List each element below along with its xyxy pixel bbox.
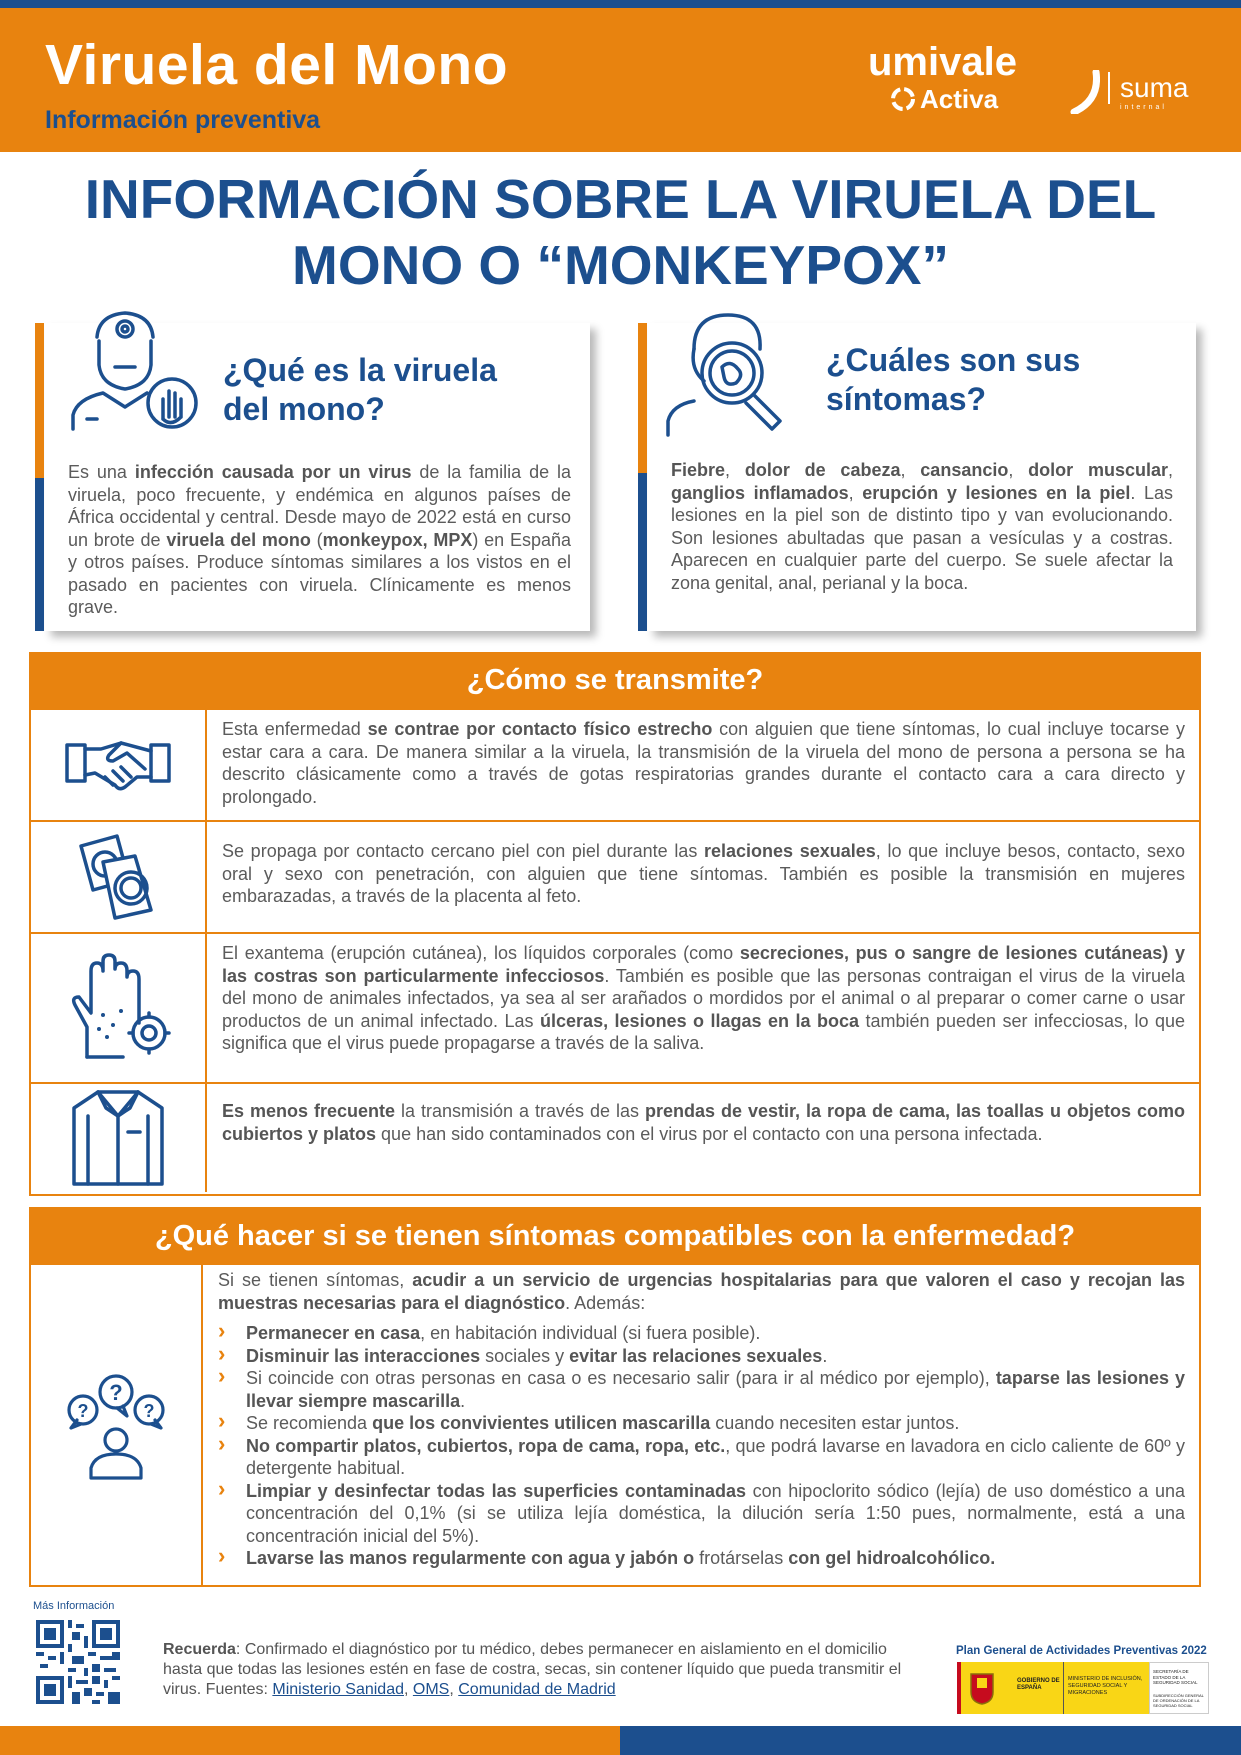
card-accent-orange — [35, 323, 44, 478]
document-subtitle: Información preventiva — [45, 106, 321, 134]
shirt-icon — [68, 1086, 168, 1190]
transmission-heading: ¿Cómo se transmite? — [31, 654, 1199, 708]
reminder-text: Recuerda: Confirmado el diagnóstico por tu médico, debes permanecer en aislamiento en el domicilio hasta que todas las lesiones estén en fase de costra, secas, sin contener líquido que pueda transmitir el virus. Fuentes: Ministerio Sanidad, OMS, Comunidad de Madrid — [163, 1641, 902, 1698]
svg-text:?: ? — [77, 1401, 89, 1421]
what-to-do-heading: ¿Qué hacer si se tienen síntomas compatibles con la enfermedad? — [31, 1209, 1199, 1263]
card-what-title-line1: ¿Qué es la viruela — [223, 352, 497, 388]
bottom-stripe — [0, 1726, 1241, 1755]
link-ministerio-sanidad[interactable]: Ministerio Sanidad — [272, 1681, 404, 1698]
link-comunidad-madrid[interactable]: Comunidad de Madrid — [458, 1681, 616, 1698]
transmission-text-1: Esta enfermedad se contrae por contacto físico estrecho con alguien que tiene síntomas, lo cual incluye tocarse y estar cara a cara. De manera similar a la viruela, la transmisión de la viruela del mono de persona a persona se ha descrito clásicamente como a través de gotas respiratorias grandes durante el contacto cara a cara directo y prolongado. — [222, 719, 1186, 807]
top-stripe — [0, 0, 1241, 8]
header-banner — [0, 8, 1241, 152]
transmission-row — [31, 708, 1199, 820]
transmission-row — [31, 932, 1199, 1082]
logo-activa-text: Activa — [920, 84, 999, 114]
list-item: › Permanecer en casa, en habitación individual (si fuera posible). — [218, 1322, 1185, 1345]
secretary-text: SECRETARÍA DE ESTADO DE LA SEGURIDAD SOCIAL — [1153, 1669, 1198, 1685]
link-oms[interactable]: OMS — [412, 1681, 450, 1698]
transmission-icon-cell — [31, 934, 207, 1082]
card-what-text: Es una infección causada por un virus de la familia de la viruela, poco frecuente, y endémica en algunos países de África occidental y central. Desde mayo de 2022 está en curso un brote de viruela del mono (monkeypox, MPX) en España y otros países. Produce síntomas similares a los vistos en el pasado en pacientes con viruela. Clínicamente es menos grave. — [68, 462, 571, 617]
logo-internal-text: internal — [1120, 104, 1167, 111]
transmission-section — [29, 652, 1201, 1196]
card-symptoms-title-line2: síntomas? — [826, 381, 987, 417]
condom-icon — [73, 832, 163, 922]
reminder-body: : Confirmado el diagnóstico por tu médico, debes permanecer en aislamiento en el domicilio hasta que todas las lesiones estén en fase de costra, secas, sin contener líquido que pueda transmitir el virus. Fuentes: — [163, 1641, 902, 1698]
reminder-label: Recuerda — [163, 1641, 236, 1658]
list-item: › No compartir platos, cubiertos, ropa de cama, ropa, etc., que podrá lavarse en lavadora en ciclo caliente de 60º y detergente habitual. — [218, 1435, 1185, 1480]
recommendations-list — [218, 1322, 1185, 1570]
card-accent-orange — [638, 323, 647, 473]
activa-swirl-icon — [890, 86, 916, 112]
what-to-do-text — [203, 1265, 1199, 1585]
qr-code-icon[interactable] — [36, 1620, 120, 1704]
logo-umivale-text: umivale — [868, 40, 1017, 84]
card-symptoms — [648, 323, 1196, 631]
gov-spain-block — [961, 1662, 1071, 1714]
list-item: › Disminuir las interacciones sociales y evitar las relaciones sexuales. — [218, 1345, 1185, 1368]
list-item: › Si coincide con otras personas en casa o es necesario salir (para ir al médico por ejemplo), taparse las lesiones y llevar siempre mascarilla. — [218, 1367, 1185, 1412]
what-to-do-intro: Si se tienen síntomas, acudir a un servicio de urgencias hospitalarias para que valoren el caso y recojan las muestras necesarias para el diagnóstico. Además: — [218, 1270, 1186, 1313]
what-to-do-section — [29, 1207, 1201, 1587]
spain-coat-of-arms-icon — [967, 1670, 997, 1706]
transmission-icon-cell — [31, 1084, 207, 1192]
transmission-row — [31, 1082, 1199, 1192]
transmission-icon-cell — [31, 822, 207, 932]
hand-virus-icon — [63, 953, 173, 1063]
document-title: Viruela del Mono — [45, 33, 509, 97]
logo-suma-text: suma — [1108, 72, 1188, 104]
handshake-icon — [65, 735, 171, 795]
what-to-do-icon-cell — [31, 1265, 203, 1585]
list-item: › Lavarse las manos regularmente con agua y jabón o frotárselas con gel hidroalcohólico. — [218, 1547, 1185, 1570]
bottom-stripe-orange — [0, 1726, 620, 1755]
doctor-icon — [67, 307, 207, 433]
gov-text: GOBIERNO DE ESPAÑA — [1017, 1678, 1060, 1691]
transmission-text-4: Es menos frecuente la transmisión a través de las prendas de vestir, la ropa de cama, las toallas u objetos como cubiertos y platos que han sido contaminados con el virus por el contacto con una persona infectada. — [222, 1101, 1185, 1144]
main-title-line2: MONO O “MONKEYPOX” — [292, 234, 949, 296]
transmission-text-3: El exantema (erupción cutánea), los líquidos corporales (como secreciones, pus o sangre de lesiones cutáneas) y las costras son particularmente infecciosos. También es posible que las personas contraigan el virus de la viruela del mono de animales infectados, ya sea al ser arañados o mordidos por el animal o al preparar o comer carne o usar productos de un animal infectado. Las úlceras, lesiones o llagas en la boca también pueden ser infecciosas, lo que significa que el virus puede propagarse a través de la saliva. — [222, 943, 1186, 1053]
card-accent-blue — [638, 473, 647, 631]
ministry-block — [1063, 1662, 1149, 1714]
list-item: › Se recomienda que los convivientes utilicen mascarilla cuando necesiten estar juntos. — [218, 1412, 1185, 1435]
what-to-do-row — [31, 1263, 1199, 1585]
secretary-block — [1149, 1662, 1209, 1714]
card-symptoms-title — [826, 341, 1080, 419]
svg-text:?: ? — [143, 1401, 155, 1421]
main-title — [40, 166, 1201, 298]
plan-label: Plan General de Actividades Preventivas 2022 — [956, 1645, 1207, 1657]
svg-text:?: ? — [109, 1380, 123, 1405]
subdirection-text: SUBDIRECCIÓN GENERAL DE ORDENACIÓN DE LA SEGURIDAD SOCIAL — [1153, 1693, 1204, 1708]
ministry-text: MINISTERIO DE INCLUSIÓN, SEGURIDAD SOCIAL Y MIGRACIONES — [1068, 1676, 1143, 1696]
bottom-stripe-blue — [620, 1726, 1241, 1755]
transmission-icon-cell — [31, 710, 207, 820]
magnifier-person-icon — [664, 309, 804, 437]
transmission-text-2: Se propaga por contacto cercano piel con piel durante las relaciones sexuales, lo que incluye besos, contacto, sexo oral y sexo con penetración, con alguien que tiene síntomas. También es posible la transmisión en mujeres embarazadas, a través de la placenta al feto. — [222, 841, 1185, 906]
main-title-line1: INFORMACIÓN SOBRE LA VIRUELA DEL — [84, 168, 1157, 230]
card-symptoms-text: Fiebre, dolor de cabeza, cansancio, dolor muscular, ganglios inflamados, erupción y lesiones en la piel. Las lesiones en la piel son de distinto tipo y van evolucionando. Son lesiones abultadas que pasan a vesículas y a costras. Aparecen en cualquier parte del cuerpo. Se suele afectar la zona genital, anal, perianal y la boca. — [671, 460, 1173, 593]
card-what-title-line2: del mono? — [223, 391, 385, 427]
person-questions-icon — [61, 1370, 171, 1480]
transmission-row — [31, 820, 1199, 932]
government-logos — [957, 1662, 1209, 1714]
logo-swoosh-icon — [1070, 70, 1100, 114]
card-what-is — [45, 323, 590, 631]
card-what-title — [223, 351, 497, 429]
more-info-label: Más Información — [33, 1600, 115, 1612]
umivale-logo — [868, 40, 1208, 120]
list-item: › Limpiar y desinfectar todas las superficies contaminadas con hipoclorito sódico (lejía) de uso doméstico a una concentración del 0,1% (si se utiliza lejía doméstica, la dilución sería 1:50 pues, normalmente, está a una concentración inicial del 5%). — [218, 1480, 1185, 1548]
card-symptoms-title-line1: ¿Cuáles son sus — [826, 342, 1081, 378]
card-accent-blue — [35, 478, 44, 631]
